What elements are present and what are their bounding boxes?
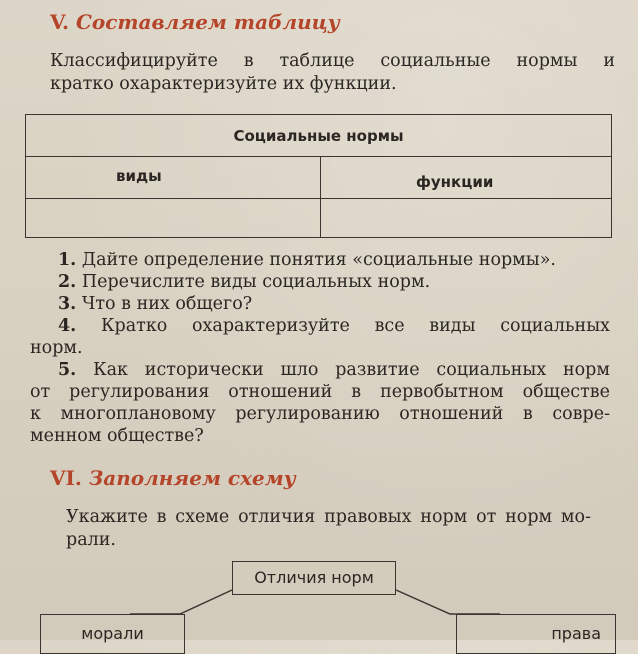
question-3-text: Что в них общего? xyxy=(76,294,253,314)
question-4-continued: норм. xyxy=(30,338,83,358)
section-5-title: Составляем таблицу xyxy=(75,10,340,34)
schema-law-box: права xyxy=(456,614,616,654)
section-6-number: VI. xyxy=(50,466,82,490)
question-1-text: Дайте определение понятия «социальные нормы». xyxy=(76,250,556,270)
question-4-number: 4. xyxy=(58,316,77,336)
section-6-task-line-1: Укажите в схеме отличия правовых норм от норм мо- xyxy=(66,507,591,527)
section-5-task-line-1: Классифицируйте в таблице социальные нормы и xyxy=(50,51,615,71)
question-5-line-4: менном обществе? xyxy=(30,426,204,446)
table-header-types: виды xyxy=(116,167,162,185)
section-6-task-line-2: рали. xyxy=(66,530,116,550)
question-4-text: Кратко охарактеризуйте все виды социальных xyxy=(76,316,610,336)
question-2-number: 2. xyxy=(58,272,77,292)
question-2-text: Перечислите виды социальных норм. xyxy=(76,272,431,292)
question-5-line-2: от регулирования отношений в первобытном обществе xyxy=(30,382,610,402)
question-5-text: Как исторически шло развитие социальных норм xyxy=(76,360,610,380)
connector-left xyxy=(130,590,232,614)
schema-moral-box: морали xyxy=(40,614,185,654)
question-5-line-3: к многоплановому регулированию отношений в совре- xyxy=(30,404,610,424)
table-header-main: Социальные нормы xyxy=(233,127,404,145)
connector-right xyxy=(396,590,500,614)
question-1-number: 1. xyxy=(58,250,77,270)
schema-main-box: Отличия норм xyxy=(232,561,396,595)
question-5-number: 5. xyxy=(58,360,77,380)
section-5-number: V. xyxy=(50,10,69,34)
section-6-title: Заполняем схему xyxy=(88,466,296,490)
table-header-functions: функции xyxy=(416,173,494,191)
section-5-task-line-2: кратко охарактеризуйте их функции. xyxy=(50,74,397,94)
question-3-number: 3. xyxy=(58,294,77,314)
